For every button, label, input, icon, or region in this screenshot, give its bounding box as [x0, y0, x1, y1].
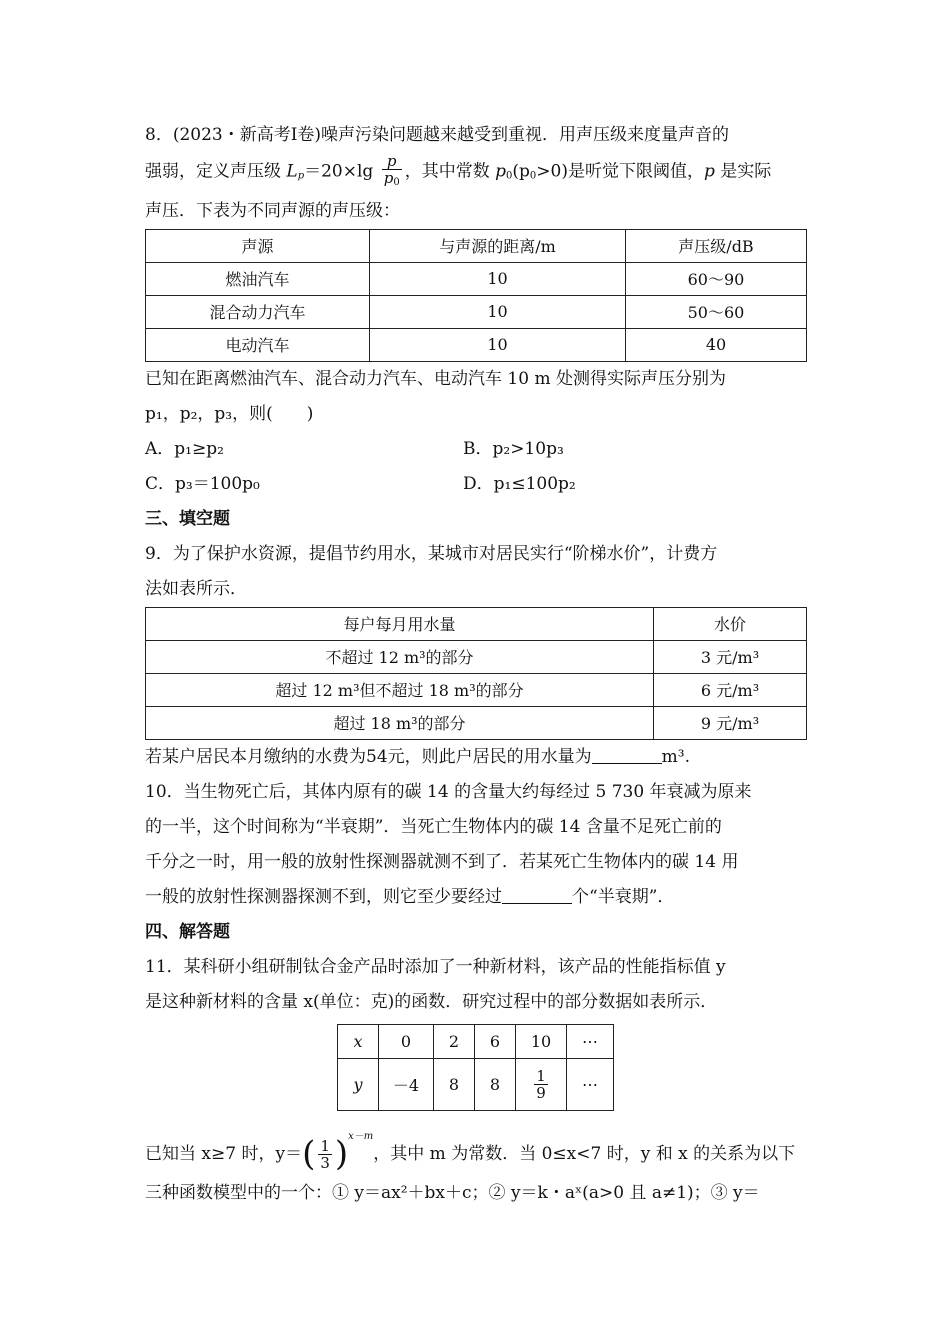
- q11-line1: 11．某科研小组研制钛合金产品时添加了一种新材料，该产品的性能指标值 y: [145, 956, 726, 977]
- q11-line2: 是这种新材料的含量 x(单位：克)的函数．研究过程中的部分数据如表所示．: [145, 991, 718, 1012]
- one-third-fraction: $\frac{1}{3}$: [320, 1136, 330, 1172]
- answer-blank[interactable]: [502, 887, 572, 904]
- q8-after-line1: 已知在距离燃油汽车、混合动力汽车、电动汽车 10 m 处测得实际声压分别为: [145, 368, 726, 389]
- table-header-row: 声源 与声源的距离/m 声压级/dB: [146, 229, 807, 262]
- section-heading-fill-blank: 三、填空题: [145, 508, 230, 529]
- document-page: [145, 118, 807, 1211]
- water-price-table: [145, 607, 807, 740]
- q9-question: 若某户居民本月缴纳的水费为54元，则此户居民的用水量为 m³.: [145, 746, 690, 767]
- q10-line2: 的一半，这个时间称为“半衰期”．当死亡生物体内的碳 14 含量不足死亡前的: [145, 816, 722, 837]
- y-row: y －4 8 8 $\frac{1}{9}$ ⋯: [338, 1058, 614, 1110]
- one-ninth-fraction: $\frac{1}{9}$: [536, 1066, 546, 1102]
- table-row: 不超过 12 m³的部分 3 元/m³: [146, 640, 807, 673]
- option-c: C．p₃＝100p₀: [145, 473, 260, 494]
- table-row: 燃油汽车 10 60～90: [146, 262, 807, 295]
- x-row: x 0 2 6 10 ⋯: [338, 1024, 614, 1058]
- q9-line2: 法如表所示．: [145, 578, 247, 599]
- option-b: B．p₂>10p₃: [463, 438, 564, 459]
- table-row: 超过 12 m³但不超过 18 m³的部分 6 元/m³: [146, 673, 807, 706]
- q10-line1: 10．当生物死亡后，其体内原有的碳 14 的含量大约每经过 5 730 年衰减为原来: [145, 781, 752, 802]
- answer-blank[interactable]: [592, 747, 662, 764]
- q11-condition: 已知当 x≥7 时，y＝( $\frac{1}{3}$ )$^{x-m}$，其中 m 为常数．当 0≤x<7 时，y 和 x 的关系为以下: [145, 1130, 796, 1174]
- q8-intro-line3: 声压．下表为不同声源的声压级：: [145, 200, 400, 221]
- q10-line4: 一般的放射性探测器探测不到，则它至少要经过 个“半衰期”．: [145, 886, 675, 907]
- q11-models: 三种函数模型中的一个：① y＝ax²＋bx＋c；② y＝k・aˣ(a>0 且 a≠1)；③ y＝: [145, 1182, 760, 1203]
- q9-line1: 9．为了保护水资源，提倡节约用水，某城市对居民实行“阶梯水价”，计费方: [145, 543, 718, 564]
- sound-level-table: [145, 229, 807, 362]
- q8-options-row2: [145, 467, 807, 502]
- q8-intro-line1: 8．(2023・新高考Ⅰ卷)噪声污染问题越来越受到重视．用声压级来度量声音的: [145, 125, 730, 145]
- q8-intro-line2: 强弱，定义声压级 $L_p=20\times\lg$ $\frac{p}{p_0}$ ，其中常数 $p_0(p_0>0)$是听觉下限阈值，p 是实际: [145, 153, 807, 194]
- option-d: D．p₁≤100p₂: [463, 473, 576, 494]
- table-row: 混合动力汽车 10 50～60: [146, 295, 807, 328]
- formula-L: L: [286, 161, 298, 182]
- table-row: 电动汽车 10 40: [146, 328, 807, 361]
- q8-after-line2: p₁，p₂，p₃，则( ): [145, 403, 314, 424]
- table-row: 超过 18 m³的部分 9 元/m³: [146, 706, 807, 739]
- xy-data-table: [337, 1024, 614, 1111]
- q8-options-row1: [145, 432, 807, 467]
- table-header-row: 每户每月用水量 水价: [146, 607, 807, 640]
- option-a: A．p₁≥p₂: [145, 438, 224, 459]
- q10-line3: 千分之一时，用一般的放射性探测器就测不到了．若某死亡生物体内的碳 14 用: [145, 851, 739, 872]
- section-heading-solve: 四、解答题: [145, 921, 230, 942]
- p-over-p0-fraction: $\frac{p}{p_0}$: [383, 152, 400, 188]
